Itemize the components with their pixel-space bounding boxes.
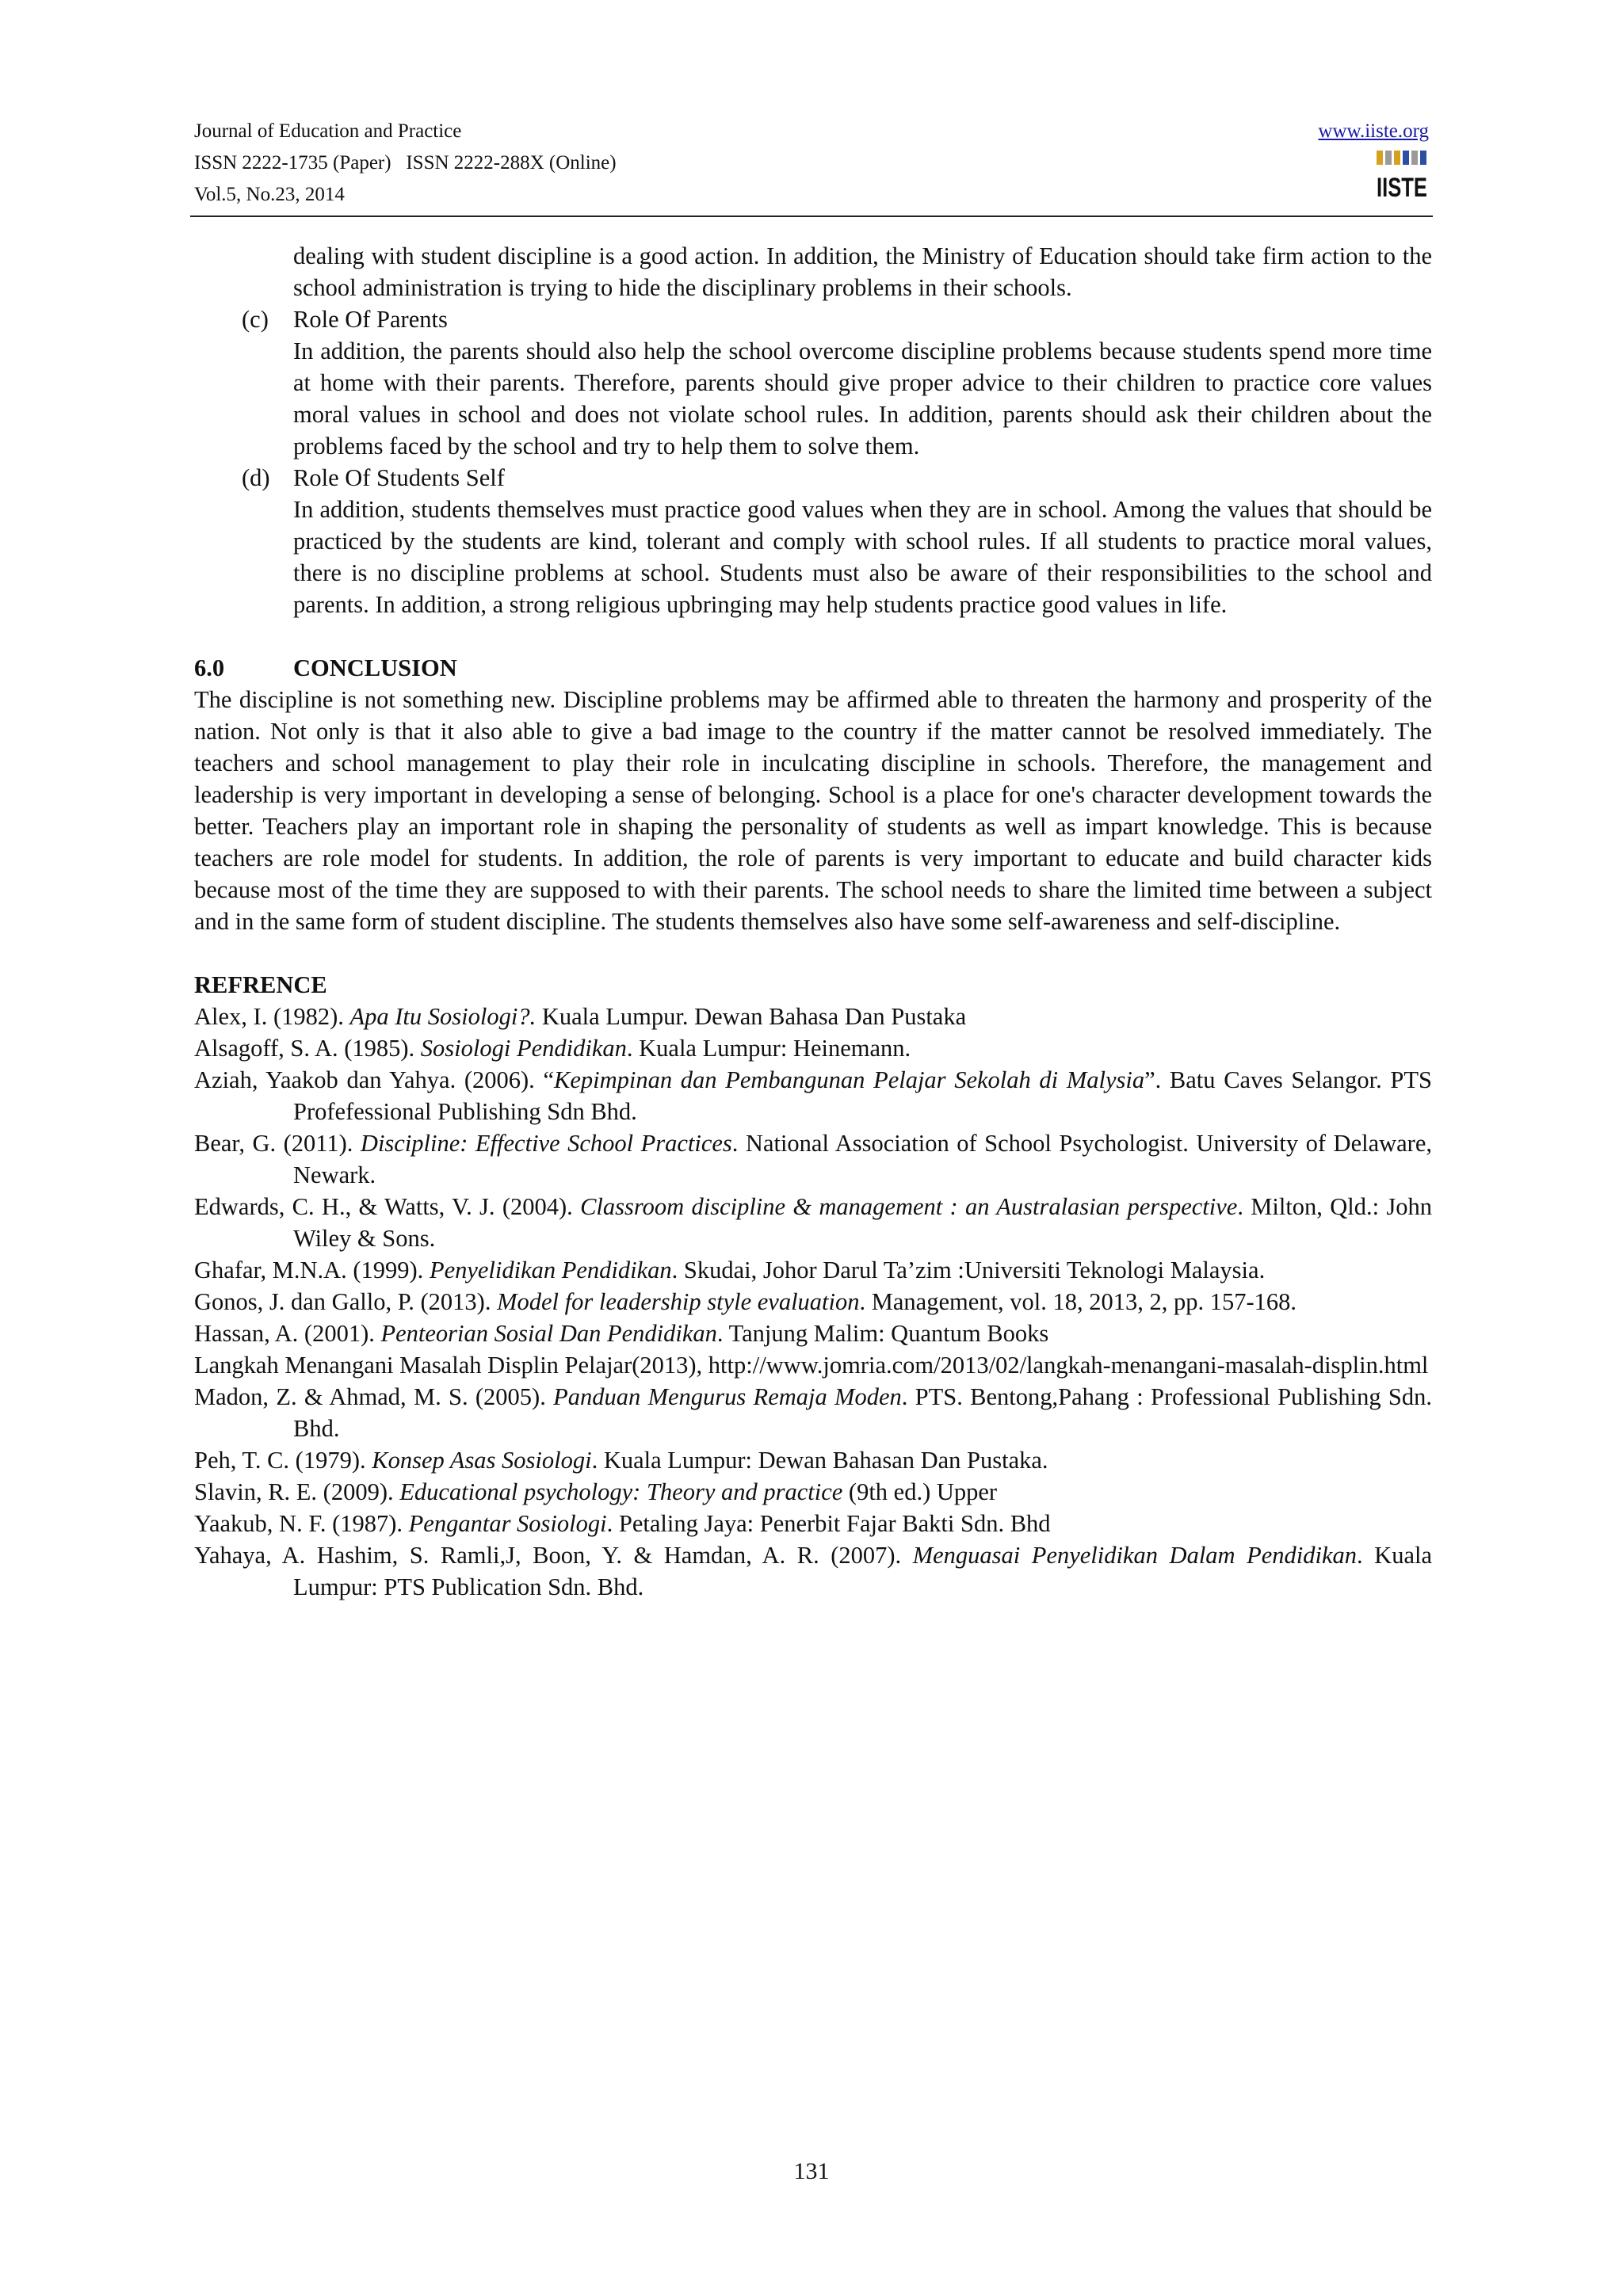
website-link[interactable]: www.iiste.org	[1318, 120, 1429, 142]
reference-list	[194, 1001, 1432, 1603]
reference-item: Edwards, C. H., & Watts, V. J. (2004). Classroom discipline & management : an Australasian perspective. Milton, Qld.: John Wiley & Sons.	[194, 1193, 1432, 1252]
section-number: 6.0	[194, 654, 225, 681]
reference-item: Ghafar, M.N.A. (1999). Penyelidikan Pendidikan. Skudai, Johor Darul Ta’zim :Universiti Teknologi Malaysia.	[194, 1257, 1266, 1283]
reference-item: Hassan, A. (2001). Penteorian Sosial Dan Pendidikan. Tanjung Malim: Quantum Books	[194, 1320, 1049, 1347]
reference-item: Gonos, J. dan Gallo, P. (2013). Model for leadership style evaluation. Management, vol. 18, 2013, 2, pp. 157-168.	[194, 1288, 1296, 1315]
page-body	[194, 240, 1432, 1603]
item-text: In addition, the parents should also help the school overcome discipline problems because students spend more time at home with their parents. Therefore, parents should give proper advice to their children to practice core values moral values in school and does not violate school rules. In addition, parents should ask their children about the problems faced by the school and try to help them to solve them.	[293, 338, 1432, 460]
page-number: 131	[793, 2158, 830, 2184]
item-role-of-students	[194, 462, 1432, 620]
section-title: CONCLUSION	[293, 654, 457, 681]
journal-name: Journal of Education and Practice	[194, 120, 462, 142]
references-heading: REFRENCE	[194, 971, 327, 998]
reference-item: Langkah Menangani Masalah Displin Pelajar(2013), http://www.jomria.com/2013/02/langkah-menangani-masalah-displin.html	[194, 1352, 1429, 1379]
header-divider	[190, 215, 1433, 217]
item-role-of-parents	[194, 303, 1432, 462]
conclusion-text: The discipline is not something new. Discipline problems may be affirmed able to threaten the harmony and prosperity of the nation. Not only is that it also able to give a bad image to the country if the matter cannot be resolved immediately. The teachers and school management to play their role in inculcating discipline in schools. Therefore, the management and leadership is very important in developing a sense of belonging. School is a place for one's character development towards the better. Teachers play an important role in shaping the personality of students as well as impart knowledge. This is because teachers are role model for students. In addition, the role of parents is very important to educate and build character kids because most of the time they are supposed to with their parents. The school needs to share the limited time between a subject and in the same form of student discipline. The students themselves also have some self-awareness and self-discipline.	[194, 686, 1432, 935]
conclusion-heading	[194, 652, 1432, 684]
reference-item: Madon, Z. & Ahmad, M. S. (2005). Panduan Mengurus Remaja Moden. PTS. Bentong,Pahang : Professional Publishing Sdn. Bhd.	[194, 1383, 1432, 1442]
volume-line: Vol.5, No.23, 2014	[194, 184, 345, 205]
reference-item: Alex, I. (1982). Apa Itu Sosiologi?. Kuala Lumpur. Dewan Bahasa Dan Pustaka	[194, 1003, 967, 1030]
issn-line: ISSN 2222-1735 (Paper) ISSN 2222-288X (Online)	[194, 152, 617, 174]
journal-header	[194, 116, 617, 211]
reference-item: Slavin, R. E. (2009). Educational psychology: Theory and practice (9th ed.) Upper	[194, 1478, 998, 1505]
reference-item: Bear, G. (2011). Discipline: Effective School Practices. National Association of School Psychologist. University of Delaware, Newark.	[194, 1130, 1433, 1188]
reference-item: Aziah, Yaakob dan Yahya. (2006). “Kepimpinan dan Pembangunan Pelajar Sekolah di Malysia”. Batu Caves Selangor. PTS Profefessional Publishing Sdn Bhd.	[194, 1066, 1432, 1125]
reference-item: Yaakub, N. F. (1987). Pengantar Sosiologi. Petaling Jaya: Penerbit Fajar Bakti Sdn. Bhd	[194, 1510, 1051, 1537]
logo-text: IISTE	[1377, 173, 1427, 203]
reference-item: Peh, T. C. (1979). Konsep Asas Sosiologi. Kuala Lumpur: Dewan Bahasan Dan Pustaka.	[194, 1447, 1048, 1474]
reference-item: Alsagoff, S. A. (1985). Sosiologi Pendidikan. Kuala Lumpur: Heinemann.	[194, 1035, 911, 1062]
iiste-logo	[1375, 149, 1429, 201]
item-marker: (d)	[242, 464, 270, 491]
continued-paragraph: dealing with student discipline is a good action. In addition, the Ministry of Education should take firm action to the school administration is trying to hide the disciplinary problems in their schools.	[293, 242, 1432, 301]
item-title: Role Of Students Self	[293, 464, 505, 491]
item-text: In addition, students themselves must practice good values when they are in school. Among the values that should be practiced by the students are kind, tolerant and comply with school rules. If all students to practice moral values, there is no discipline problems at school. Students must also be aware of their responsibilities to the school and parents. In addition, a strong religious upbringing may help students practice good values in life.	[293, 496, 1432, 618]
item-title: Role Of Parents	[293, 306, 448, 333]
reference-item: Yahaya, A. Hashim, S. Ramli,J, Boon, Y. & Hamdan, A. R. (2007). Menguasai Penyelidikan Dalam Pendidikan. Kuala Lumpur: PTS Publication Sdn. Bhd.	[194, 1542, 1433, 1600]
item-marker: (c)	[242, 306, 269, 333]
